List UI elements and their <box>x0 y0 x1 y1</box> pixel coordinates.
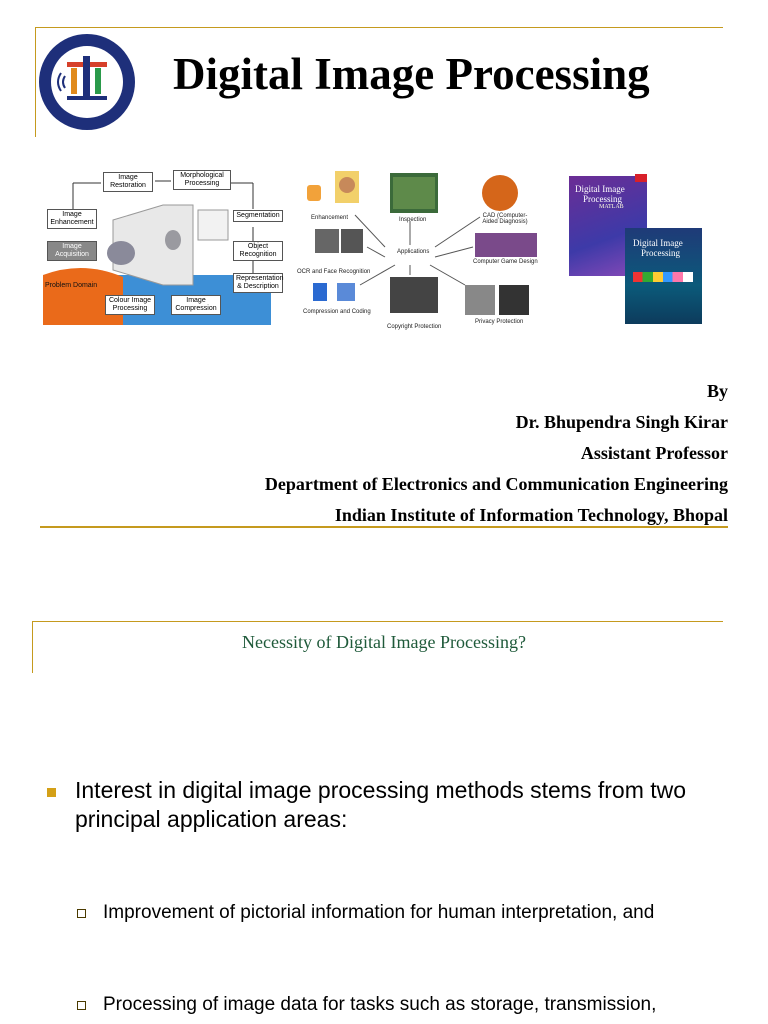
diagram-representation: Representation & Description <box>233 273 283 293</box>
diagram-problem-domain: Problem Domain <box>45 282 98 289</box>
app-label-cad: CAD (Computer-Aided Diagnosis) <box>482 213 528 225</box>
sub-bullet-text-2: Processing of image data for tasks such as storage, transmission, <box>103 994 657 1015</box>
book2-title-line2: Processing <box>641 248 680 258</box>
app-label-applications: Applications <box>397 249 430 255</box>
app-label-ocr: OCR and Face Recognition <box>297 269 371 275</box>
book1-badge-icon <box>635 174 647 182</box>
slide2-title: Necessity of Digital Image Processing? <box>242 632 526 652</box>
diagram-segmentation: Segmentation <box>233 210 283 222</box>
diagram-object-recognition: Object Recognition <box>233 241 283 261</box>
dip-steps-diagram <box>43 165 284 325</box>
book1-title-line2: Processing <box>583 194 622 204</box>
department-name: Department of Electronics and Communication Engineering <box>264 474 728 494</box>
slide2-top-gold-line <box>32 621 723 622</box>
diagram-enhancement: Image Enhancement <box>47 209 97 229</box>
app-label-enhancement: Enhancement <box>311 215 349 221</box>
top-gold-line <box>35 27 723 28</box>
institute-name: Indian Institute of Information Technology, Bhopal <box>334 505 728 525</box>
book1-title-line1: Digital Image <box>575 184 625 194</box>
by-label: By <box>706 381 728 401</box>
sub-bullet-icon <box>77 1001 86 1010</box>
diagram-compression: Image Compression <box>171 295 221 315</box>
left-gold-line <box>35 27 36 137</box>
diagram-colour: Colour Image Processing <box>105 295 155 315</box>
book1-subtitle: MATLAB <box>599 204 624 210</box>
book2-title-line1: Digital Image <box>633 238 683 248</box>
diagram-acquisition: Image Acquisition <box>47 241 97 261</box>
bottom-gold-line <box>40 526 728 528</box>
diagram-morphological: Morphological Processing <box>173 170 231 190</box>
institute-logo <box>37 32 137 132</box>
sub-bullet-icon <box>77 909 86 918</box>
app-label-game: Computer Game Design <box>473 259 538 265</box>
app-label-privacy: Privacy Protection <box>475 319 524 325</box>
slide-title: Digital Image Processing <box>173 49 650 99</box>
main-bullet-text: Interest in digital image processing methods stems from two principal application areas: <box>75 777 687 832</box>
author-position: Assistant Professor <box>580 443 728 463</box>
app-label-copyright: Copyright Protection <box>387 324 442 330</box>
book-cover-dip <box>625 228 702 324</box>
diagram-image-restoration: Image Restoration <box>103 172 153 192</box>
main-bullet-icon <box>47 788 56 797</box>
app-label-compression: Compression and Coding <box>303 309 371 315</box>
app-label-inspection: Inspection <box>399 217 427 223</box>
book2-color-squares <box>633 272 693 282</box>
applications-collage <box>285 165 543 330</box>
sub-bullet-text-1: Improvement of pictorial information for human interpretation, and <box>103 902 655 923</box>
author-name: Dr. Bhupendra Singh Kirar <box>515 412 728 432</box>
